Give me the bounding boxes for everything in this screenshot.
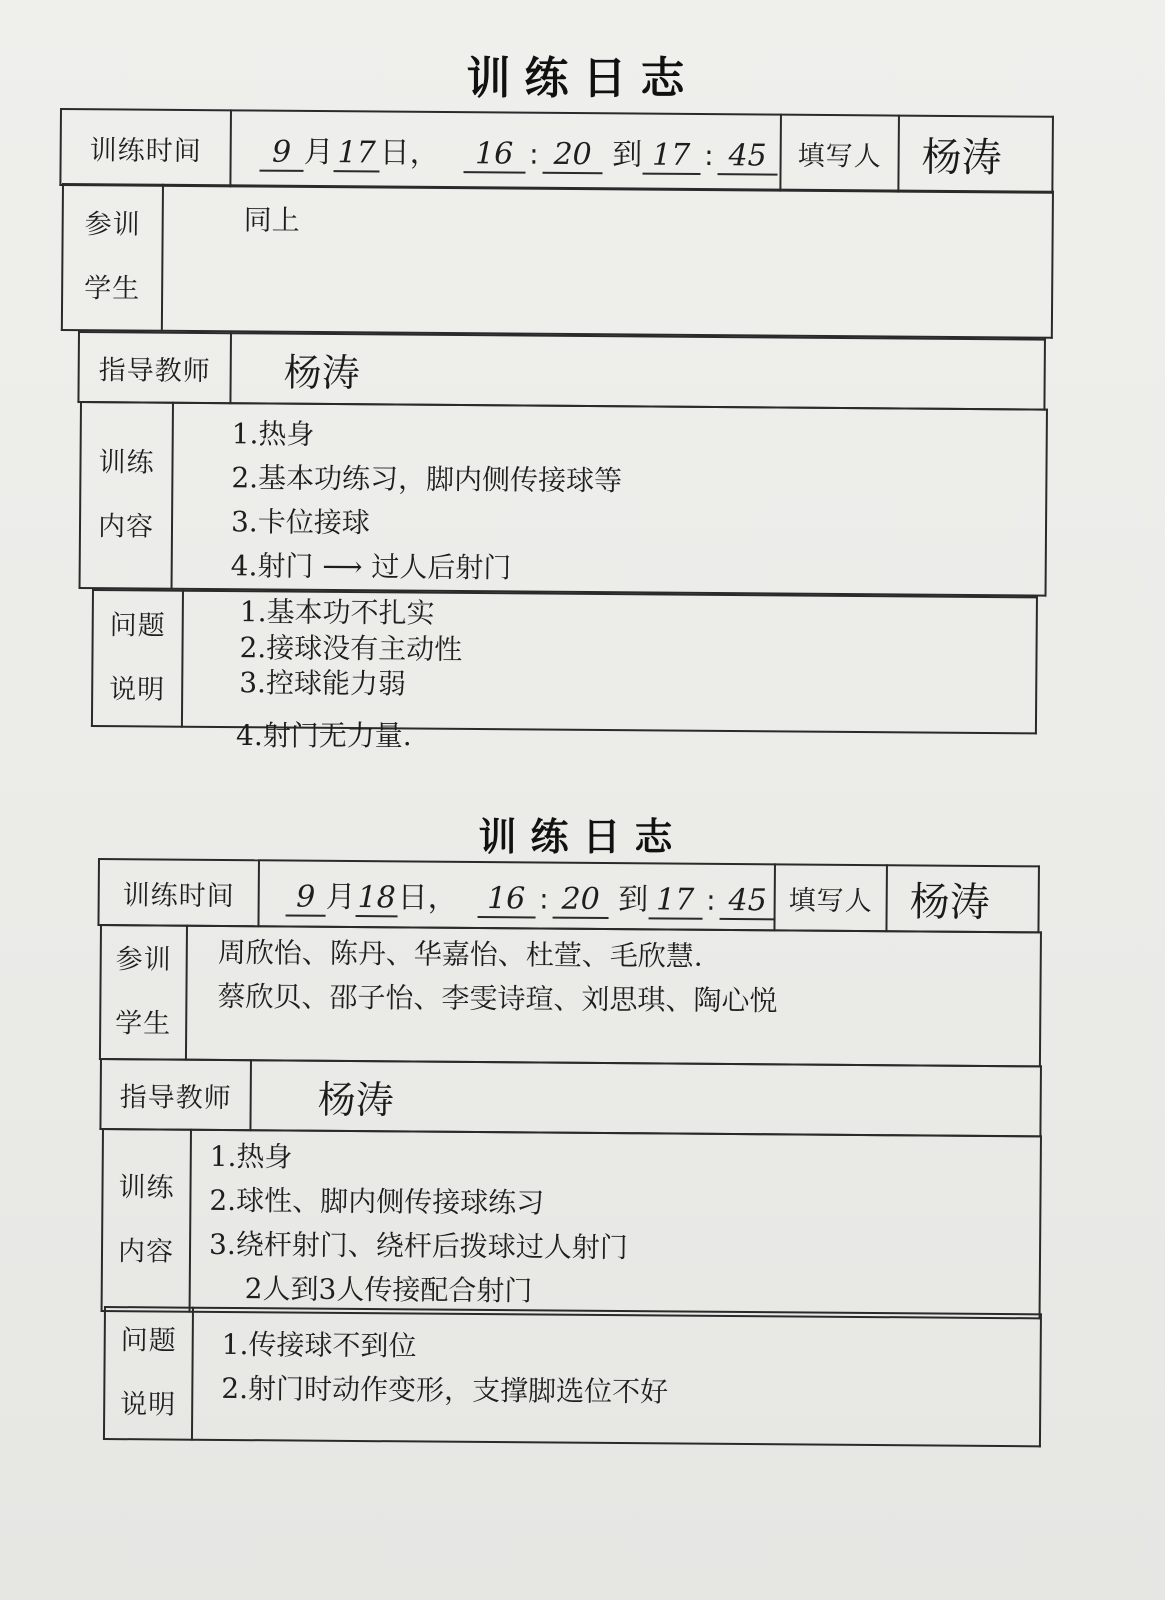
content-label-line-1: 训练	[118, 1172, 175, 1204]
colon: :	[706, 883, 716, 917]
teacher-label: 指导教师	[78, 332, 231, 403]
students-label-line-2: 学生	[84, 273, 141, 305]
content-line: 2.基本功练习，脚内侧传接球等	[231, 461, 623, 498]
log-table-body	[99, 924, 1042, 1067]
content-line: 1.热身	[209, 1139, 293, 1174]
content-line: 4.射门 ⟶ 过人后射门	[230, 549, 512, 585]
teacher-value: 杨涛	[250, 1060, 1041, 1136]
students-label	[100, 925, 187, 1060]
content-field	[190, 1130, 1041, 1319]
training-time-field	[258, 860, 775, 930]
to-label: 到	[618, 881, 649, 917]
issues-label-line-1: 问题	[120, 1325, 177, 1357]
content-line: 3.卡位接球	[230, 505, 370, 540]
issues-label-line-2: 说明	[120, 1389, 177, 1421]
month-value: 9	[260, 135, 304, 171]
content-line: 2人到3人传接配合射门	[244, 1272, 533, 1308]
log-table	[97, 858, 1040, 933]
students-field	[186, 926, 1041, 1067]
training-time-label: 训练时间	[60, 109, 231, 186]
content-label-line-2: 内容	[97, 511, 155, 543]
end-minute: 45	[720, 883, 776, 919]
training-time-label: 训练时间	[98, 859, 259, 926]
day-value: 17	[334, 136, 380, 172]
colon: :	[539, 881, 549, 916]
writer-label: 填写人	[780, 115, 899, 192]
student-line-1: 周欣怡、陈丹、华嘉怡、杜萱、毛欣慧.	[217, 935, 703, 973]
students-label-line-1: 参训	[115, 944, 172, 976]
students-lines	[187, 927, 1040, 1026]
log-title: 训练日志	[466, 53, 699, 104]
month-label: 月	[325, 879, 356, 915]
month-label: 月	[303, 134, 334, 170]
start-hour: 16	[477, 881, 535, 917]
teacher-value: 杨涛	[230, 333, 1045, 409]
student-line-2: 蔡欣贝、邵子怡、李雯诗瑄、刘思琪、陶心悦	[217, 979, 778, 1018]
writer-value: 杨涛	[898, 116, 1053, 193]
students-label-line-2: 学生	[115, 1008, 172, 1040]
writer-value: 杨涛	[886, 865, 1039, 932]
issues-field	[192, 1308, 1041, 1447]
issue-line: 1.传接球不到位	[221, 1327, 417, 1363]
content-lines	[191, 1131, 1040, 1318]
content-label-line-2: 内容	[117, 1236, 175, 1268]
issue-line-overflow: 4.射门无力量.	[236, 719, 412, 752]
month-value: 9	[286, 880, 326, 916]
issues-label	[104, 1307, 193, 1440]
end-hour: 17	[648, 883, 702, 919]
content-label-line-1: 训练	[98, 447, 155, 479]
issues-label-line-2: 说明	[109, 674, 166, 706]
issue-line: 1.基本功不扎实	[239, 595, 435, 630]
writer-label: 填写人	[774, 864, 887, 931]
day-label: 日，	[397, 879, 458, 916]
colon: :	[529, 137, 539, 171]
log-table-body	[103, 1306, 1042, 1447]
log-table-body	[99, 1058, 1042, 1137]
end-hour: 17	[642, 138, 700, 174]
to-label: 到	[612, 136, 643, 173]
end-minute: 45	[717, 139, 777, 175]
start-minute: 20	[542, 137, 602, 173]
issue-line: 2.接球没有主动性	[239, 631, 463, 666]
content-line: 1.热身	[231, 417, 315, 451]
content-label	[102, 1129, 191, 1312]
students-label-line-1: 参训	[84, 209, 141, 241]
log-title: 训练日志	[478, 815, 687, 859]
start-minute: 20	[553, 882, 609, 918]
day-label: 日，	[379, 135, 440, 171]
content-line: 2.球性、脚内侧传接球练习	[209, 1183, 545, 1220]
issue-line: 2.射门时动作变形，支撑脚选位不好	[221, 1371, 669, 1409]
issues-label-line-1: 问题	[109, 610, 166, 642]
issue-line: 3.控球能力弱	[239, 666, 407, 701]
teacher-label: 指导教师	[100, 1059, 251, 1130]
student-line-1: 同上	[243, 203, 300, 237]
log-table-body	[101, 1128, 1042, 1319]
issues-lines	[193, 1309, 1040, 1418]
colon: :	[704, 138, 714, 172]
start-hour: 16	[463, 137, 525, 173]
content-line: 3.绕杆射门、绕杆后拨球过人射门	[208, 1227, 628, 1265]
day-value: 18	[356, 881, 398, 917]
